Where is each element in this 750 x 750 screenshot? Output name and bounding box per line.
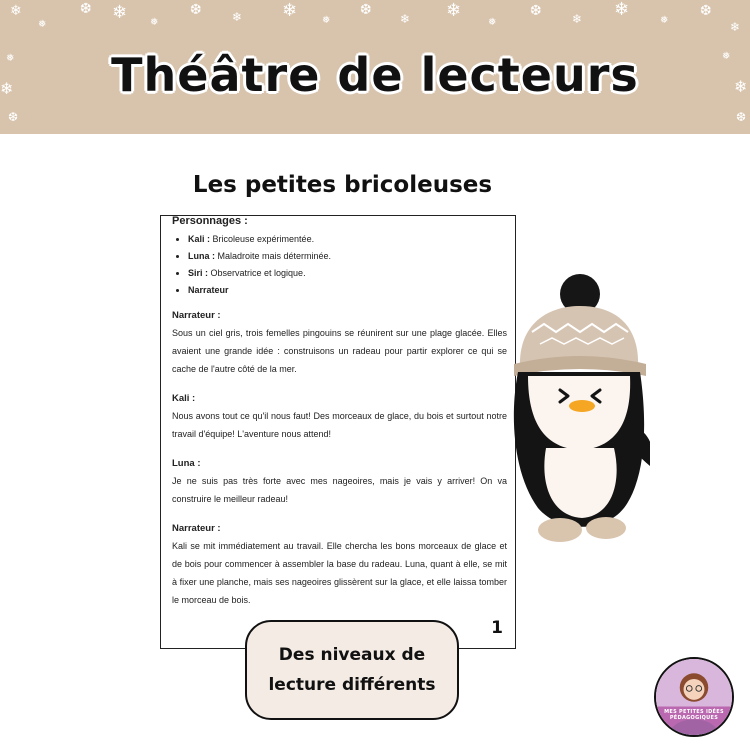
logo-text: MES PETITES IDÉES PÉDAGOGIQUES: [664, 709, 724, 721]
dialogue-text: Sous un ciel gris, trois femelles pingouins se réunirent sur une plage glacée. Elles avaient une grande idée : construisons un radeau pour partir explorer ce qui se cache de l'autre côté de la mer.: [172, 328, 507, 374]
dialogue-text: Je ne suis pas très forte avec mes nageoires, mais je vais y arriver! On va construire le meilleur radeau!: [172, 476, 507, 504]
snowflake-icon: ❄: [112, 2, 128, 23]
character-desc: Maladroite mais déterminée.: [215, 251, 332, 261]
snowflake-icon: ❆: [530, 3, 542, 19]
speaker-label: Kali :: [172, 393, 196, 404]
list-item: [188, 231, 507, 248]
penguin-illustration: [510, 272, 650, 552]
list-item: [188, 265, 507, 282]
teacher-avatar-icon: [656, 659, 732, 735]
snowflake-icon: ❄: [446, 0, 462, 21]
snowflake-icon: ❄: [734, 77, 748, 96]
speaker-label: Luna :: [172, 458, 201, 469]
characters-heading: Personnages :: [172, 215, 248, 227]
banner-title: Théâtre de lecteurs: [111, 48, 639, 102]
snowflake-icon: ❅: [6, 53, 15, 64]
snowflake-icon: ❆: [190, 2, 202, 18]
characters-list: [172, 231, 507, 299]
page-number: 1: [491, 618, 503, 638]
beak: [569, 400, 595, 412]
snowflake-icon: ❄: [400, 12, 411, 26]
character-name: Narrateur: [188, 285, 229, 295]
snowflake-icon: ❄: [614, 0, 630, 20]
snowflake-icon: ❅: [322, 15, 331, 26]
script-page: [160, 215, 516, 649]
character-name: Siri :: [188, 268, 209, 278]
snowflake-icon: ❅: [150, 17, 159, 28]
snowflake-icon: ❄: [282, 0, 298, 21]
list-item: [188, 248, 507, 265]
snowflake-icon: ❆: [80, 1, 92, 17]
character-name: Kali :: [188, 234, 211, 244]
header-banner: [0, 0, 750, 134]
character-name: Luna :: [188, 251, 215, 261]
snowflake-icon: ❅: [660, 15, 669, 26]
list-item: [188, 282, 507, 299]
story-title: Les petites bricoleuses: [192, 172, 493, 198]
snowflake-icon: ❆: [736, 110, 747, 124]
callout-text: Des niveaux de lecture différents: [268, 645, 436, 695]
character-desc: Bricoleuse expérimentée.: [210, 234, 315, 244]
snowflake-icon: ❆: [8, 110, 19, 124]
snowflake-icon: ❆: [700, 3, 712, 19]
snowflake-icon: ❄: [232, 10, 243, 24]
snowflake-icon: ❄: [572, 12, 583, 26]
speaker-label: Narrateur :: [172, 523, 221, 534]
brand-logo: [654, 657, 734, 737]
character-desc: Observatrice et logique.: [208, 268, 306, 278]
foot-left: [538, 518, 582, 542]
snowflake-icon: ❄: [730, 20, 741, 34]
snowflake-icon: ❆: [360, 2, 372, 18]
script-content: [172, 215, 507, 609]
dialogue-text: Kali se mit immédiatement au travail. Elle chercha les bons morceaux de glace et de bois pour commencer à assembler la base du radeau. Luna, quant à elle, se mit à fixer une planche, mais ses nageoires glissèrent sur la glace, et elle laissa tomber le morceau de bois.: [172, 541, 507, 605]
speaker-label: Narrateur :: [172, 310, 221, 321]
snowflake-icon: ❅: [722, 51, 731, 62]
snowflake-icon: ❅: [488, 17, 497, 28]
snowflake-icon: ❅: [38, 19, 47, 30]
snowflake-icon: ❄: [10, 3, 22, 19]
foot-right: [586, 517, 626, 539]
reading-levels-callout: [245, 620, 459, 720]
dialogue-text: Nous avons tout ce qu'il nous faut! Des morceaux de glace, du bois et surtout notre travail d'équipe! L'aventure nous attend!: [172, 411, 507, 439]
snowflake-icon: ❄: [0, 79, 14, 98]
